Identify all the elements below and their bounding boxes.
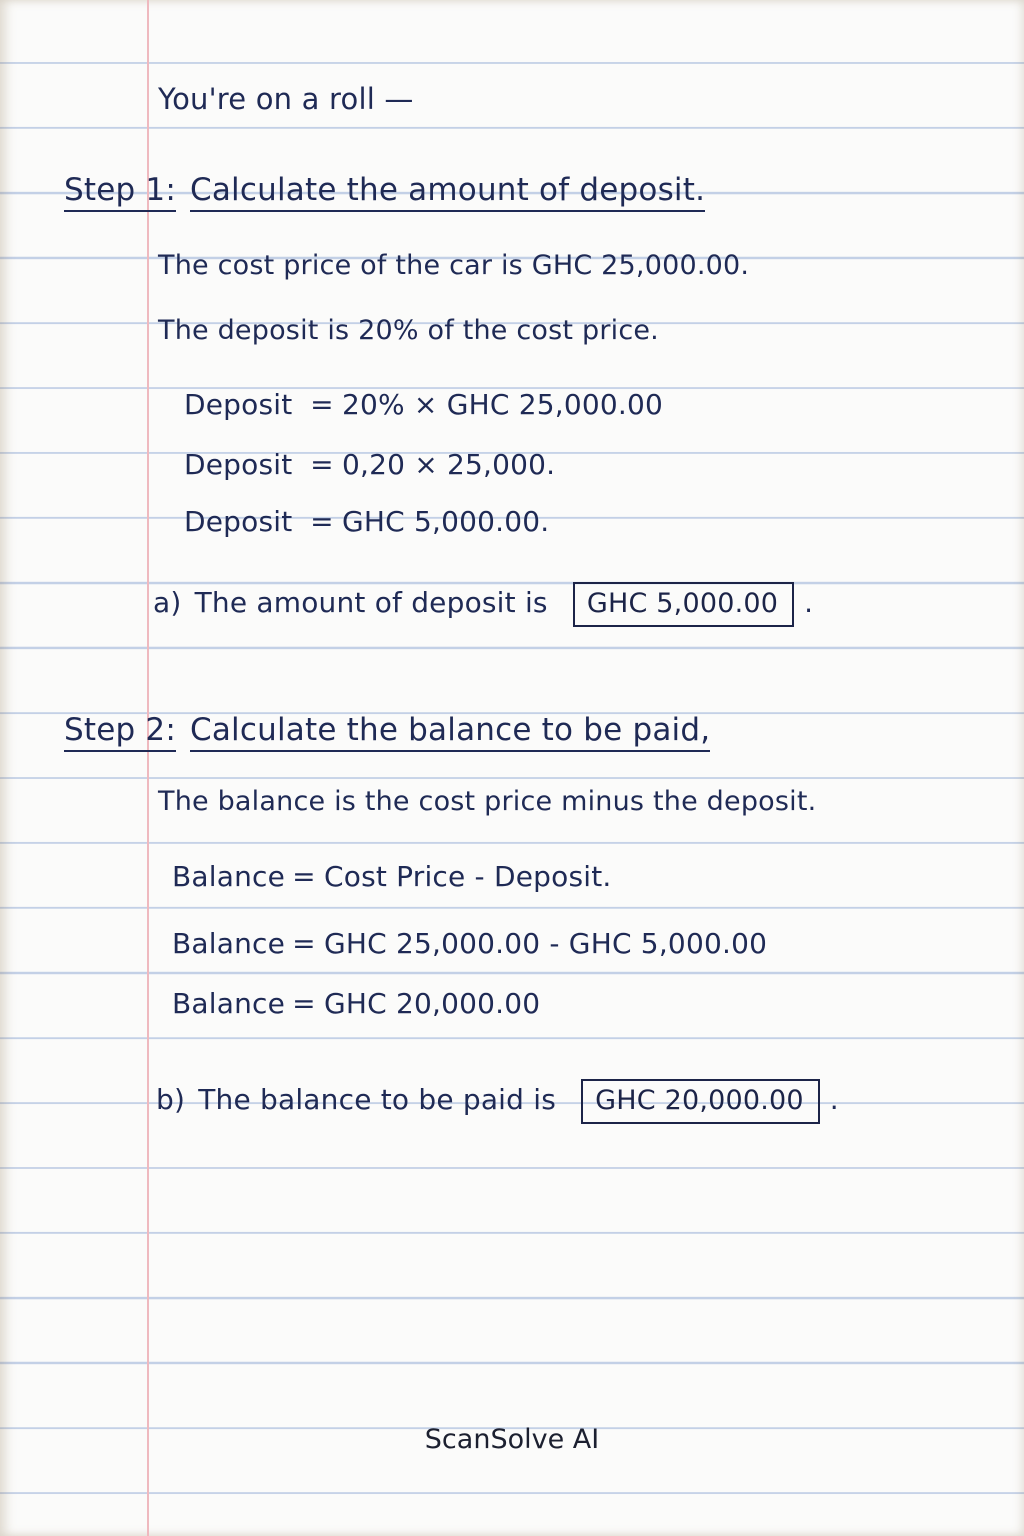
equation-op: = (310, 505, 334, 538)
step2-equation (172, 860, 612, 893)
equation-lhs: Deposit (184, 448, 293, 481)
equation-op: = (310, 448, 334, 481)
step1-answer (153, 582, 813, 627)
step1-equation (184, 448, 555, 481)
answer-marker: a) (153, 586, 182, 619)
equation-lhs: Balance (172, 927, 286, 960)
step2-equation (172, 987, 540, 1020)
equation-rhs: 0,20 × 25,000. (342, 448, 556, 481)
footer-brand: ScanSolve AI (424, 1424, 600, 1455)
step1-label: Step 1: (64, 172, 176, 212)
equation-op: = (292, 927, 316, 960)
equation-op: = (292, 860, 316, 893)
equation-op: = (292, 987, 316, 1020)
step2-answer (156, 1079, 839, 1124)
step2-equation (172, 927, 767, 960)
equation-op: = (310, 388, 334, 421)
step1-equation (184, 388, 663, 421)
equation-rhs: Cost Price - Deposit. (324, 860, 612, 893)
step1-line-cost: The cost price of the car is GHC 25,000.00. (158, 250, 750, 281)
step1-equation (184, 505, 549, 538)
step1-line-deposit-rate: The deposit is 20% of the cost price. (158, 315, 659, 346)
answer-end: . (804, 586, 814, 619)
equation-rhs: GHC 20,000.00 (324, 987, 541, 1020)
equation-lhs: Deposit (184, 388, 293, 421)
equation-lhs: Balance (172, 987, 286, 1020)
equation-lhs: Balance (172, 860, 286, 893)
equation-lhs: Deposit (184, 505, 293, 538)
equation-rhs: 20% × GHC 25,000.00 (342, 388, 664, 421)
step1-heading (64, 172, 705, 212)
intro-text: You're on a roll — (158, 82, 414, 116)
step2-heading (64, 712, 710, 752)
step2-title: Calculate the balance to be paid, (190, 712, 710, 752)
step2-line-balance-def: The balance is the cost price minus the deposit. (158, 786, 817, 817)
step1-title: Calculate the amount of deposit. (190, 172, 705, 212)
answer-text: The amount of deposit is (194, 586, 548, 619)
equation-rhs: GHC 5,000.00. (342, 505, 550, 538)
step2-label: Step 2: (64, 712, 176, 752)
equation-rhs: GHC 25,000.00 - GHC 5,000.00 (324, 927, 768, 960)
answer-end: . (829, 1083, 839, 1116)
answer-box: GHC 20,000.00 (581, 1079, 820, 1124)
answer-marker: b) (156, 1083, 186, 1116)
answer-text: The balance to be paid is (198, 1083, 556, 1116)
answer-box: GHC 5,000.00 (573, 582, 794, 627)
margin-line (147, 0, 149, 1536)
